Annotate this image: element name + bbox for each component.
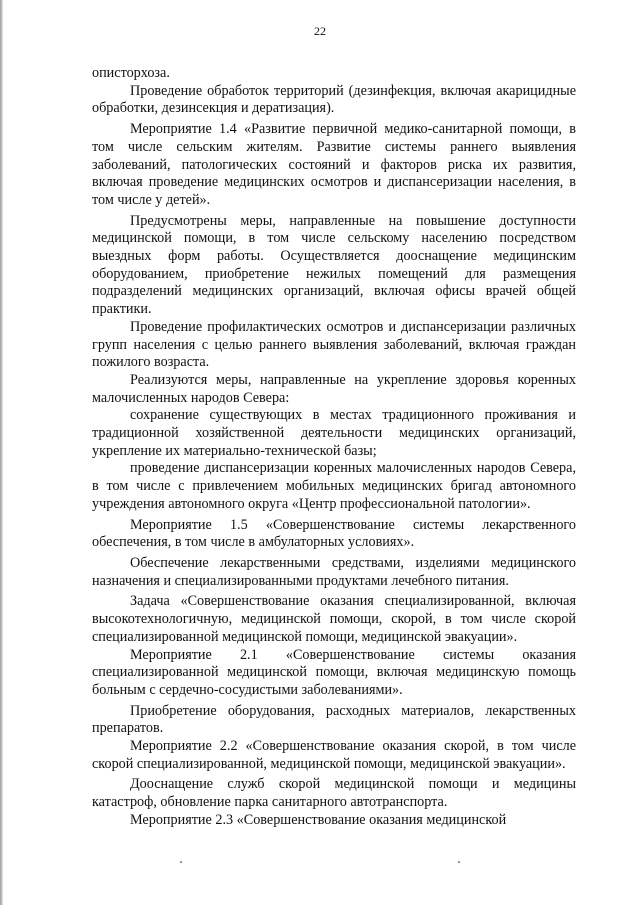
paragraph: Мероприятие 2.1 «Совершенствование системы оказания специализированной медицинской помощи, включая медицинскую помощь больным с сердечно-сосудистыми заболеваниями». — [92, 646, 576, 698]
paragraph: описторхоза. — [92, 65, 170, 81]
paragraph: Проведение обработок территорий (дезинфекция, включая акарицидные обработки, дезинсекция и дератизация). — [92, 82, 576, 117]
paragraph: Проведение профилактических осмотров и диспансеризации различных групп населения с целью раннего выявления заболеваний, включая граждан пожилого возраста. — [92, 318, 576, 371]
paragraph: проведение диспансеризации коренных малочисленных народов Севера, в том числе с привлечением мобильных медицинских бригад автономного учреждения автономного округа «Центр профессиональной патологии». — [92, 460, 576, 512]
paragraph: Дооснащение служб скорой медицинской помощи и медицины катастроф, обновление парка санитарного автотранспорта. — [92, 776, 576, 811]
paragraph: Мероприятие 2.2 «Совершенствование оказания скорой, в том числе скорой специализированной, медицинской помощи, медицинской эвакуации». — [92, 738, 576, 772]
paragraph: сохранение существующих в местах традиционного проживания и традиционной хозяйственной деятельности медицинских организаций, укрепление их материально-технической базы; — [92, 407, 576, 459]
paragraph: Предусмотрены меры, направленные на повышение доступности медицинской помощи, в том числе сельскому населению посредством выездных форм работы. Осуществляется дооснащение медицинским оборудованием, приобретение нежилых помещений для размещения подразделений медицинских организаций, включая офисы врачей общей практики. — [92, 212, 576, 318]
paragraph: Обеспечение лекарственными средствами, изделиями медицинского назначения и специализированными продуктами лечебного питания. — [92, 554, 576, 589]
paragraph: Мероприятие 1.5 «Совершенствование системы лекарственного обеспечения, в том числе в амбулаторных условиях». — [92, 516, 576, 551]
paragraph: Мероприятие 2.3 «Совершенствование оказания медицинской — [130, 811, 507, 828]
page-number: 22 — [314, 24, 326, 38]
paragraph: Задача «Совершенствование оказания специализированной, включая высокотехнологичную, медицинской помощи, скорой, в том числе скорой специализированной медицинской помощи, медицинской эвакуации». — [92, 593, 576, 645]
paragraph: Мероприятие 1.4 «Развитие первичной медико-санитарной помощи, в том числе сельским жителям. Развитие системы раннего выявления заболеваний, патологических состояний и факторов риска их развития, включая проведение медицинских осмотров и диспансеризации населения, в том числе у детей». — [92, 121, 576, 208]
scan-edge — [0, 0, 3, 905]
scan-speck — [458, 861, 460, 863]
document-body — [92, 65, 576, 830]
paragraph: Приобретение оборудования, расходных материалов, лекарственных препаратов. — [92, 702, 576, 737]
paragraph: Реализуются меры, направленные на укрепление здоровья коренных малочисленных народов Севера: — [92, 371, 576, 406]
scan-speck — [180, 861, 182, 863]
